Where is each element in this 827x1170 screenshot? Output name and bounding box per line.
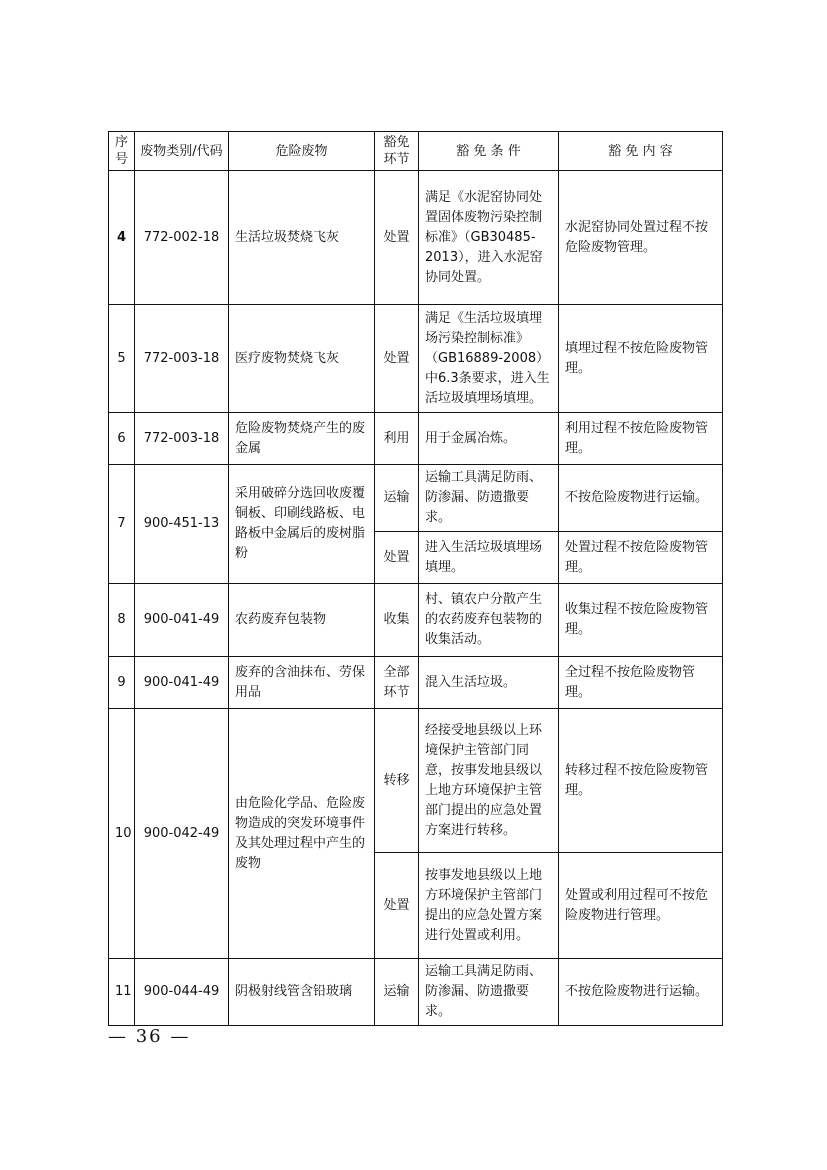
row-number: 11 [109, 959, 135, 1026]
table-row [109, 709, 723, 853]
row-number: 10 [109, 709, 135, 959]
waste-name: 医疗废物焚烧飞灰 [229, 305, 375, 413]
exempt-link: 运输 [375, 465, 419, 532]
row-number: 6 [109, 413, 135, 465]
exempt-content: 利用过程不按危险废物管理。 [559, 413, 723, 465]
exempt-condition: 按事发地县级以上地方环境保护主管部门提出的应急处置方案进行处置或利用。 [419, 853, 559, 959]
waste-code: 900-451-13 [135, 465, 229, 584]
waste-code: 772-003-18 [135, 305, 229, 413]
row-number: 5 [109, 305, 135, 413]
exempt-content: 全过程不按危险废物管理。 [559, 657, 723, 709]
exempt-link: 处置 [375, 171, 419, 305]
exempt-condition: 进入生活垃圾填埋场填埋。 [419, 532, 559, 584]
exempt-content: 转移过程不按危险废物管理。 [559, 709, 723, 853]
header-content: 豁 免 内 容 [559, 132, 723, 171]
waste-code: 900-042-49 [135, 709, 229, 959]
table-row [109, 413, 723, 465]
table-row [109, 584, 723, 657]
exempt-content: 不按危险废物进行运输。 [559, 465, 723, 532]
table-row [109, 305, 723, 413]
exempt-link: 收集 [375, 584, 419, 657]
exempt-link: 全部环节 [375, 657, 419, 709]
header-no: 序号 [109, 132, 135, 171]
exempt-content: 收集过程不按危险废物管理。 [559, 584, 723, 657]
waste-code: 900-041-49 [135, 584, 229, 657]
header-link: 豁免环节 [375, 132, 419, 171]
waste-name: 生活垃圾焚烧飞灰 [229, 171, 375, 305]
table-row [109, 465, 723, 532]
exempt-link: 利用 [375, 413, 419, 465]
waste-code: 900-041-49 [135, 657, 229, 709]
exempt-link: 处置 [375, 532, 419, 584]
header-row [109, 132, 723, 171]
exempt-link: 转移 [375, 709, 419, 853]
exempt-condition: 用于金属冶炼。 [419, 413, 559, 465]
exempt-content: 处置或利用过程可不按危险废物进行管理。 [559, 853, 723, 959]
exempt-link: 运输 [375, 959, 419, 1026]
table-row [109, 171, 723, 305]
header-condition: 豁 免 条 件 [419, 132, 559, 171]
exempt-content: 不按危险废物进行运输。 [559, 959, 723, 1026]
waste-name: 农药废弃包装物 [229, 584, 375, 657]
exempt-content: 水泥窑协同处置过程不按危险废物管理。 [559, 171, 723, 305]
waste-name: 废弃的含油抹布、劳保用品 [229, 657, 375, 709]
exemption-table [108, 131, 723, 1026]
exempt-condition: 满足《水泥窑协同处置固体废物污染控制标准》（GB30485-2013），进入水泥窑协同处置。 [419, 171, 559, 305]
header-waste: 危险废物 [229, 132, 375, 171]
exempt-link: 处置 [375, 305, 419, 413]
waste-code: 772-002-18 [135, 171, 229, 305]
row-number: 7 [109, 465, 135, 584]
waste-code: 772-003-18 [135, 413, 229, 465]
table-row [109, 657, 723, 709]
waste-name: 危险废物焚烧产生的废金属 [229, 413, 375, 465]
exempt-condition: 混入生活垃圾。 [419, 657, 559, 709]
row-number: 4 [109, 171, 135, 305]
exempt-condition: 村、镇农户分散产生的农药废弃包装物的收集活动。 [419, 584, 559, 657]
waste-name: 阴极射线管含铅玻璃 [229, 959, 375, 1026]
table-row [109, 959, 723, 1026]
waste-name: 由危险化学品、危险废物造成的突发环境事件及其处理过程中产生的废物 [229, 709, 375, 959]
exempt-content: 填埋过程不按危险废物管理。 [559, 305, 723, 413]
waste-code: 900-044-49 [135, 959, 229, 1026]
exempt-condition: 运输工具满足防雨、防渗漏、防遗撒要求。 [419, 959, 559, 1026]
exempt-content: 处置过程不按危险废物管理。 [559, 532, 723, 584]
row-number: 9 [109, 657, 135, 709]
row-number: 8 [109, 584, 135, 657]
exempt-condition: 经接受地县级以上环境保护主管部门同意，按事发地县级以上地方环境保护主管部门提出的应急处置方案进行转移。 [419, 709, 559, 853]
header-code: 废物类别/代码 [135, 132, 229, 171]
exempt-condition: 满足《生活垃圾填埋场污染控制标准》（GB16889-2008）中6.3条要求，进入生活垃圾填埋场填埋。 [419, 305, 559, 413]
exempt-link: 处置 [375, 853, 419, 959]
page-number: — 36 — [108, 1026, 191, 1047]
exempt-condition: 运输工具满足防雨、防渗漏、防遗撒要求。 [419, 465, 559, 532]
waste-name: 采用破碎分选回收废覆铜板、印刷线路板、电路板中金属后的废树脂粉 [229, 465, 375, 584]
